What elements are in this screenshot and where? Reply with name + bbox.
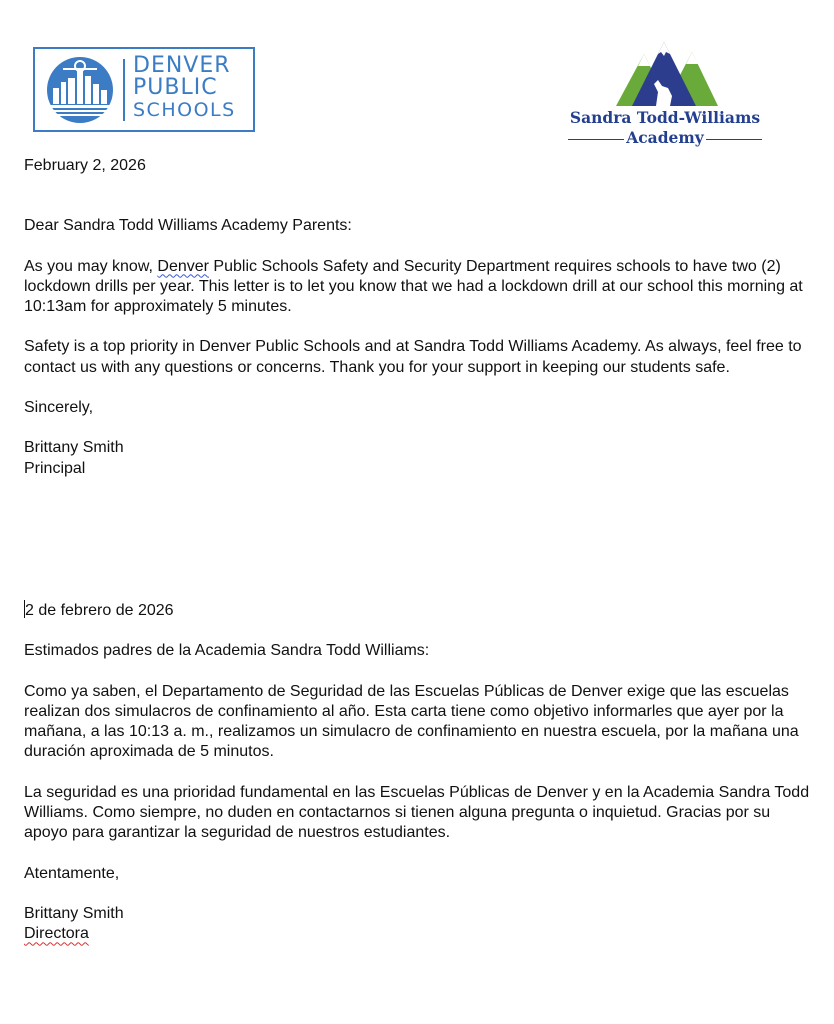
carta-fecha-texto: 2 de febrero de 2026 [25, 602, 174, 619]
letter-greeting: Dear Sandra Todd Williams Academy Parents: [24, 217, 352, 235]
dps-line-public: PUBLIC [133, 75, 218, 100]
letter-paragraph-2: Safety is a top priority in Denver Public Schools and at Sandra Todd Williams Academy. As always, feel free to contact us with any questions or concerns. Thank you for your support in keeping our students safe. [24, 338, 802, 376]
dps-logo [33, 47, 255, 132]
carta-parrafo-2: La seguridad es una prioridad fundamental en las Escuelas Públicas de Denver y en la Academia Sandra Todd Williams. Como siempre, no duden en contactarnos si tienen alguna pregunta o inquietud. Gracias por su apoyo para garantizar la seguridad de nuestros estudiantes. [24, 783, 810, 842]
stw-name: Sandra Todd-Williams [569, 108, 761, 127]
dps-line-denver: DENVER [133, 53, 231, 78]
dps-wordmark [133, 55, 236, 121]
carta-parrafo-1: Como ya saben, el Departamento de Seguridad de las Escuelas Públicas de Denver exige que las escuelas realizan dos simulacros de confinamiento al año. Esta carta tiene como objetivo informarles que ayer por la mañana, a las 10:13 a. m., realizamos un simulacro de confinamiento en nuestra escuela, por la mañana una duración aproximada de 5 minutos. [24, 682, 799, 761]
letter-date: February 2, 2026 [24, 157, 146, 174]
carta-fecha[interactable] [24, 600, 814, 621]
letter-paragraph-1 [24, 257, 814, 318]
grammar-flag-denver[interactable]: Denver [157, 257, 209, 275]
p1-start: As you may know, [24, 257, 158, 275]
spelling-flag-directora[interactable]: Directora [24, 925, 89, 943]
mountain-wolf-icon [610, 36, 720, 108]
carta-firmante: Brittany Smith [24, 904, 124, 922]
english-letter [24, 156, 814, 479]
stw-academy-logo [560, 36, 770, 151]
spanish-letter [24, 600, 814, 945]
p1-rest: Public Schools Safety and Security Department requires schools to have two (2) lockdown drills per year. This letter is to let you know that we had a lockdown drill at our school this morning at 10:13am for approximately 5 minutes. [24, 257, 803, 316]
stw-academy: Academy [626, 128, 704, 147]
dps-seal-icon [43, 56, 117, 124]
letter-closing: Sincerely, [24, 399, 94, 417]
carta-cargo [24, 924, 814, 944]
carta-saludo: Estimados padres de la Academia Sandra Todd Williams: [24, 642, 430, 660]
dps-line-schools: SCHOOLS [133, 99, 236, 121]
carta-despedida: Atentamente, [24, 864, 120, 882]
letter-title: Principal [24, 459, 86, 477]
dps-divider [123, 59, 125, 121]
letter-signer: Brittany Smith [24, 439, 124, 457]
stw-rule-right [706, 139, 762, 140]
